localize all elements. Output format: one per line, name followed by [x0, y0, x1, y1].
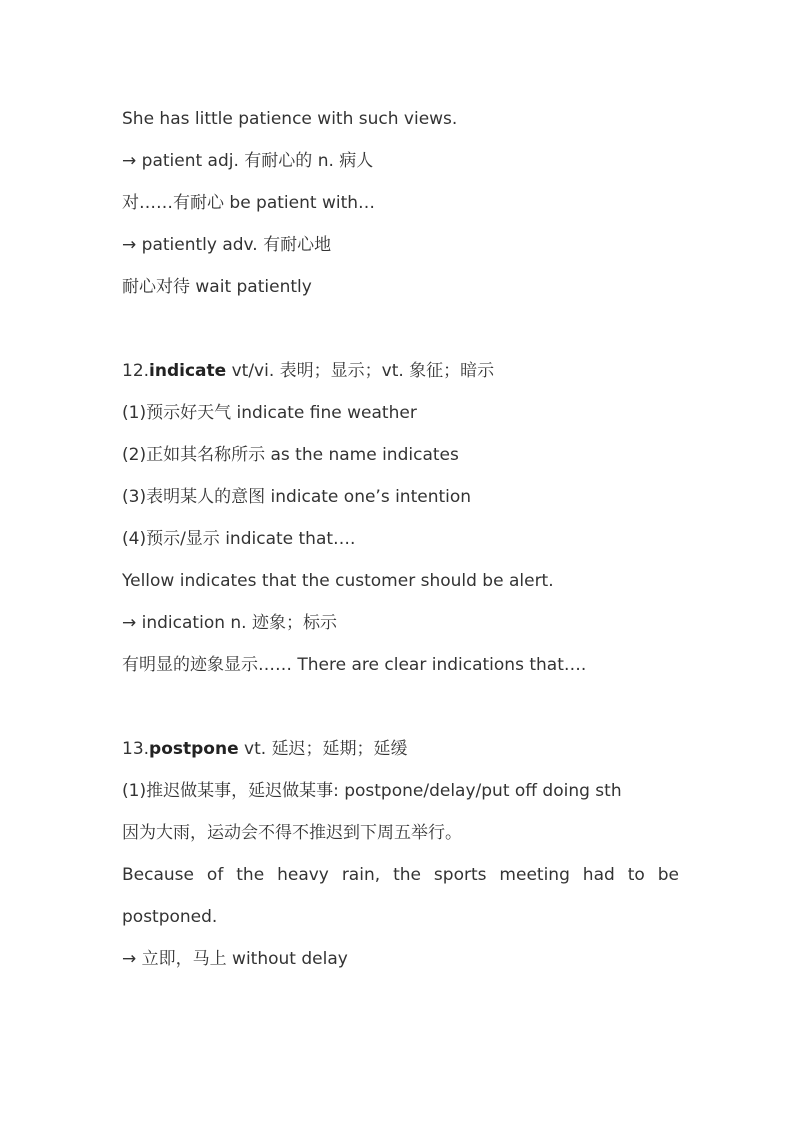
indication-phrase: 有明显的迹象显示…… There are clear indications that….	[122, 655, 587, 675]
patiently-phrase: 耐心对待 wait patiently	[122, 277, 312, 297]
indication-derivative: → indication n. 迹象；标示	[122, 613, 337, 633]
postpone-example-en-continued: postponed.	[122, 907, 218, 927]
without-delay-phrase: → 立即，马上 without delay	[122, 949, 348, 969]
postpone-example-cn: 因为大雨，运动会不得不推迟到下周五举行。	[122, 823, 462, 843]
postpone-definition: vt. 延迟；延期；延缓	[238, 739, 408, 759]
patience-example: She has little patience with such views.	[122, 109, 458, 129]
indicate-headword: indicate	[149, 361, 227, 381]
postpone-item: (1)推迟做某事，延迟做某事: postpone/delay/put off doing sth	[122, 781, 622, 801]
patient-derivative: → patient adj. 有耐心的 n. 病人	[122, 151, 374, 171]
patiently-derivative: → patiently adv. 有耐心地	[122, 235, 332, 255]
indicate-number: 12.	[122, 361, 150, 381]
indicate-definition: vt/vi. 表明；显示；vt. 象征；暗示	[226, 361, 495, 381]
patient-phrase: 对……有耐心 be patient with…	[122, 193, 376, 213]
postpone-number: 13.	[122, 739, 150, 759]
indicate-item: (1)预示好天气 indicate fine weather	[122, 403, 417, 423]
postpone-headword: postpone	[149, 739, 239, 759]
postpone-example-en: Because of the heavy rain, the sports meeting had to be	[122, 865, 679, 885]
indicate-item: (4)预示/显示 indicate that….	[122, 529, 356, 549]
indicate-item: (2)正如其名称所示 as the name indicates	[122, 445, 459, 465]
postpone-heading	[122, 737, 408, 761]
indicate-example: Yellow indicates that the customer should be alert.	[122, 571, 554, 591]
indicate-heading	[122, 359, 494, 383]
indicate-item: (3)表明某人的意图 indicate one’s intention	[122, 487, 472, 507]
